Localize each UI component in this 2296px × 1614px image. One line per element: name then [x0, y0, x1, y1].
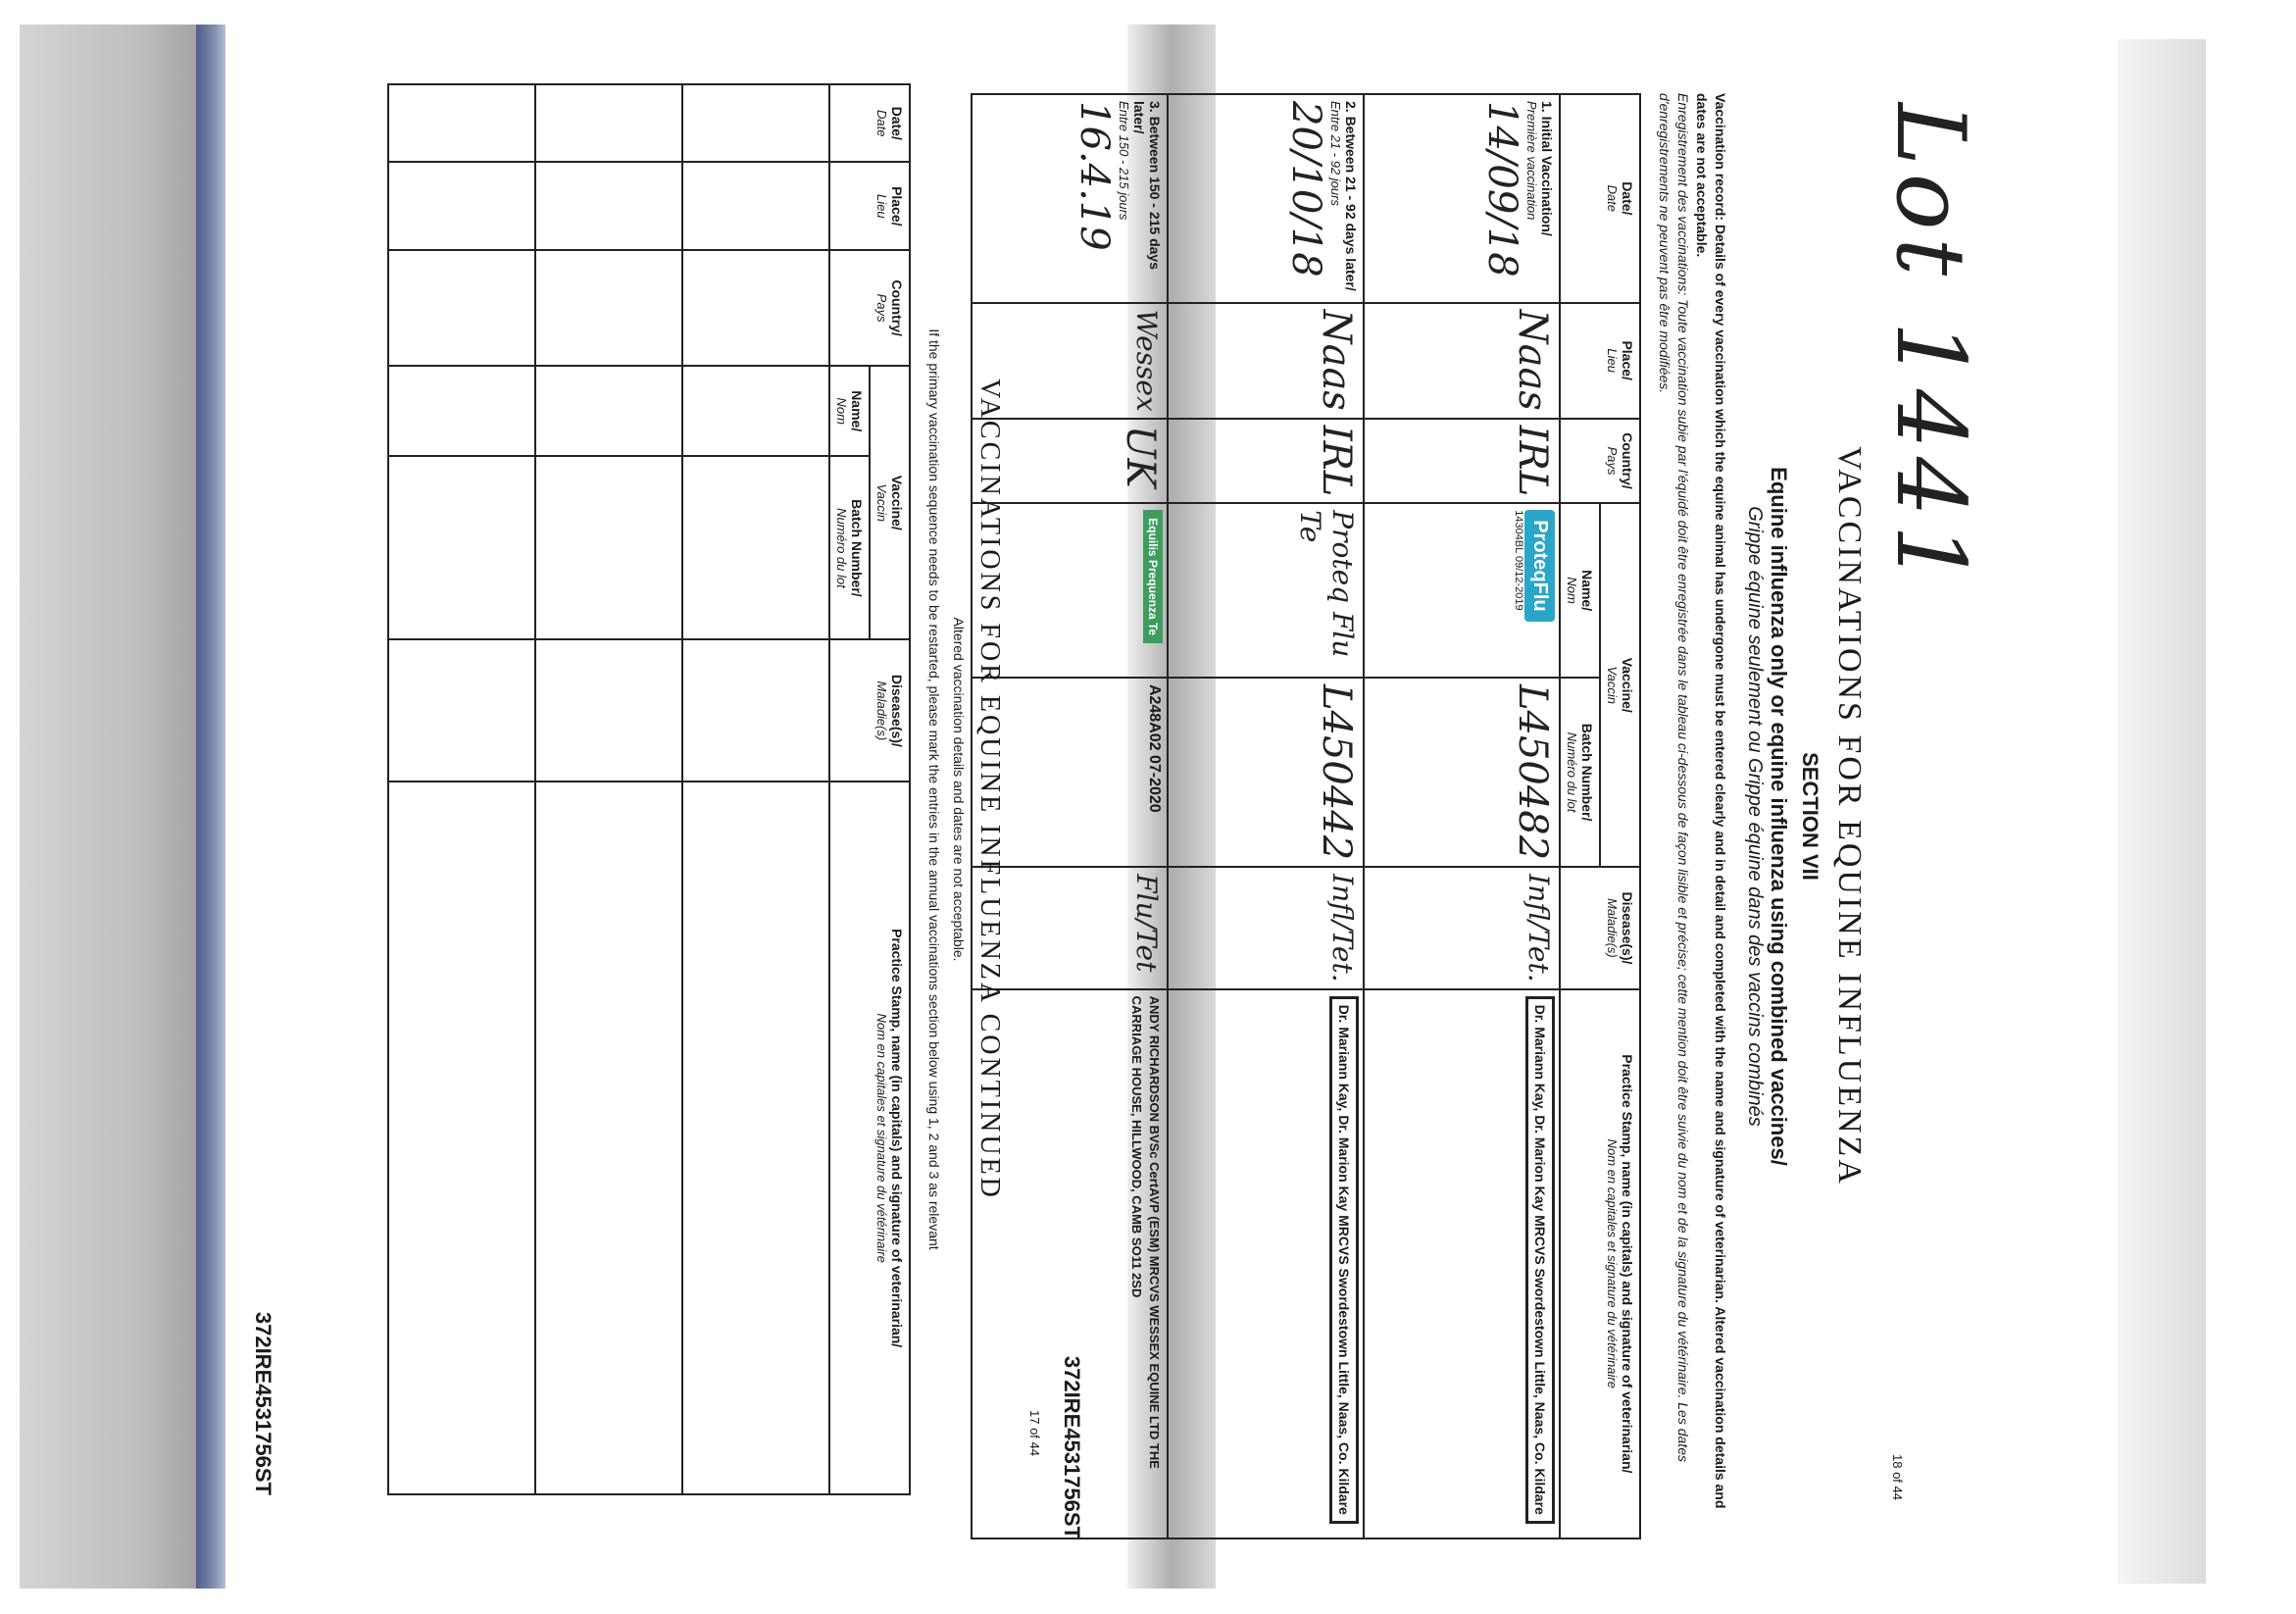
header-disease: Disease(s)/ Maladie(s) — [829, 639, 910, 782]
page-number: 18 of 44 — [1890, 1454, 1905, 1500]
scan-edge — [0, 0, 20, 1614]
header-batch: Batch Number/ Numéro du lot — [1560, 678, 1600, 867]
place-cell: Naas — [1364, 303, 1560, 419]
vaccine-name-cell: ProteqFlu 14304BL 09/12-2019 — [1364, 503, 1560, 678]
header-country: Country/ Pays — [829, 250, 910, 366]
batch-cell: L450482 — [1364, 678, 1560, 867]
header-date: Date/ Date — [1560, 94, 1640, 303]
page-number: 17 of 44 — [1027, 1410, 1042, 1456]
stamp-cell — [1364, 989, 1560, 1538]
left-page — [251, 83, 1042, 1495]
country-cell: IRL — [1364, 419, 1560, 503]
place-cell: Wessex — [972, 303, 1168, 419]
date-value: 20/10/18 — [1283, 101, 1329, 277]
header-date: Date/ Date — [829, 84, 910, 162]
header-disease: Disease(s)/ Maladie(s) — [1560, 867, 1640, 988]
vaccine-sticker: Equilis Prequenza Te — [1143, 510, 1163, 643]
subtitle-fr: Grippe équine seulement ou Grippe équine dans des vaccins combinés — [1744, 506, 1766, 1127]
note-restart: If the primary vaccination sequence needs to be restarted, please mark the entries in the annual vaccinations section below using 1, 2 and 3 as relevant — [926, 328, 943, 1250]
section-title: SECTION VII — [1798, 752, 1822, 881]
table-header-row — [1600, 94, 1640, 1538]
row-label: 1. Initial Vaccination/ Première vaccination 14/09/18 — [1364, 94, 1560, 303]
disease-cell: Infl/Tet. — [1364, 867, 1560, 988]
document-id: 372IRE4531756ST — [251, 1311, 275, 1495]
date-value: 14/09/18 — [1479, 101, 1525, 277]
header-vaccine: Vaccine/ Vaccin — [870, 366, 910, 639]
table-row — [388, 84, 535, 1494]
header-name: Name/ Nom — [829, 366, 870, 456]
lot-number: Lot 1441 — [1875, 103, 1985, 592]
table-row — [682, 84, 829, 1494]
page-title: VACCINATIONS FOR EQUINE INFLUENZA — [1831, 446, 1868, 1186]
header-place: Place/ Lieu — [829, 162, 910, 250]
page-shadow-left — [20, 25, 196, 1589]
record-note-fr: Enregistrement des vaccinations: Toute vaccination subie par l'équidé doit être enregistrée dans le tableau ci-dessous de façon lisible et précise; cette mention doit être suivie du nom et de la signature du vétérinaire. Les dates d'enregistrements ne peuvent pas être modifiées. — [1657, 93, 1692, 1462]
note-altered: Altered vaccination details and dates are not acceptable. — [951, 617, 967, 962]
table-row — [1168, 94, 1364, 1538]
record-note-en: Vaccination record: Details of every vaccination which the equine animal has undergone must be entered clearly and in detail and completed with the name and signature of veterinarian. Altered vaccination details and dates are not acceptable. — [1694, 93, 1728, 1509]
table-row — [535, 84, 682, 1494]
page-title: VACCINATIONS FOR EQUINE INFLUENZA CONTINUED — [974, 378, 1005, 1200]
document-id: 372IRE4531756ST — [1060, 1355, 1084, 1539]
table-header-row — [870, 84, 910, 1494]
vaccine-name-cell: Proteq Flu Te — [1168, 503, 1364, 678]
batch-cell: A248A02 07-2020 — [972, 678, 1168, 867]
country-cell: IRL — [1168, 419, 1364, 503]
vet-stamp: Dr. Mariann Kay, Dr. Marion Kay MRCVS Swordestown Little, Naas, Co. Kildare — [1525, 996, 1555, 1524]
disease-cell: Flu/Tet — [972, 867, 1168, 988]
vet-stamp: ANDY RICHARDSON BVSc CertAVP (ESM) MRCVS WESSEX EQUINE LTD THE CARRIAGE HOUSE, HILLWOOD, CAMB SO11 2SD — [1129, 995, 1163, 1469]
disease-cell: Infl/Tet. — [1168, 867, 1364, 988]
vaccination-table — [971, 93, 1641, 1539]
page-edge-right — [2118, 39, 2206, 1584]
binding-strip — [196, 25, 225, 1589]
country-cell: UK — [972, 419, 1168, 503]
vaccine-sticker: ProteqFlu — [1524, 510, 1555, 621]
header-stamp: Practice Stamp, name (in capitals) and signature of veterinarian/ Nom en capitales et signature du vétérinaire — [1560, 989, 1640, 1538]
right-page — [1060, 93, 1985, 1539]
table-row — [1364, 94, 1560, 1538]
vaccination-table-continued — [387, 83, 911, 1495]
date-value: 16.4.19 — [1072, 101, 1118, 251]
subtitle: Equine influenza only or equine influenza using combined vaccines/ — [1767, 467, 1791, 1166]
stamp-cell — [1168, 989, 1364, 1538]
page-header — [1743, 93, 1868, 1539]
header-place: Place/ Lieu — [1560, 303, 1640, 419]
batch-cell: L450442 — [1168, 678, 1364, 867]
vet-stamp: Dr. Mariann Kay, Dr. Marion Kay MRCVS Swordestown Little, Naas, Co. Kildare — [1329, 996, 1359, 1524]
header-vaccine: Vaccine/ Vaccin — [1600, 503, 1640, 867]
row-label: 3. Between 150 - 215 days later/ Entre 150 - 215 jours 16.4.19 — [972, 94, 1168, 303]
place-cell: Naas — [1168, 303, 1364, 419]
row-label: 2. Between 21 - 92 days later/ Entre 21 - 92 jours 20/10/18 — [1168, 94, 1364, 303]
header-stamp: Practice Stamp, name (in capitals) and signature of veterinarian/ Nom en capitales et signature du vétérinaire — [829, 782, 910, 1494]
header-batch: Batch Number/ Numéro du lot — [829, 456, 870, 639]
header-name: Name/ Nom — [1560, 503, 1600, 678]
record-note — [1655, 93, 1729, 1539]
header-country: Country/ Pays — [1560, 419, 1640, 503]
